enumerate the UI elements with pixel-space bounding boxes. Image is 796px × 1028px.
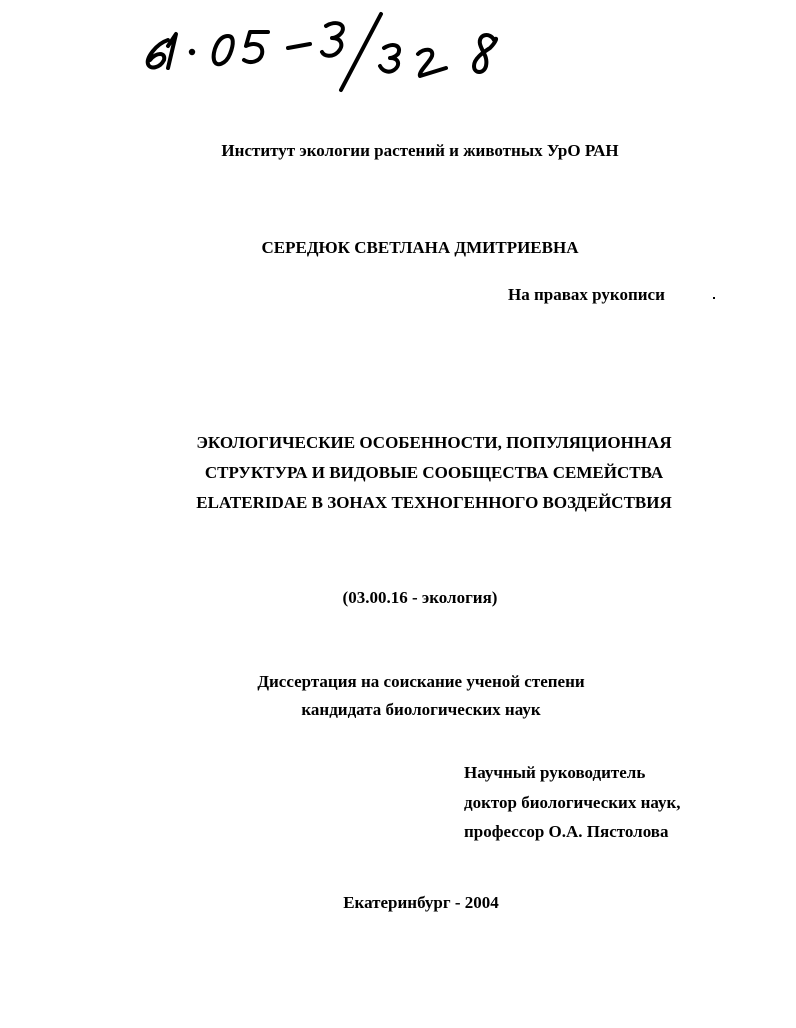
- scientific-advisor: [464, 758, 681, 847]
- advisor-line: Научный руководитель: [464, 763, 646, 782]
- degree-statement: [0, 668, 796, 724]
- city-year: Екатеринбург - 2004: [343, 893, 499, 912]
- title-line: ELATERIDAE В ЗОНАХ ТЕХНОГЕННОГО ВОЗДЕЙСТВИЯ: [196, 493, 672, 512]
- advisor-line: доктор биологических наук,: [464, 792, 681, 812]
- stray-mark: [713, 297, 715, 299]
- dissertation-title: [0, 428, 796, 518]
- handwritten-catalog-code: [138, 2, 508, 102]
- author-name: СЕРЕДЮК СВЕТЛАНА ДМИТРИЕВНА: [261, 238, 579, 257]
- degree-line: кандидата биологических наук: [301, 700, 541, 719]
- title-line: СТРУКТУРА И ВИДОВЫЕ СООБЩЕСТВА СЕМЕЙСТВА: [204, 463, 664, 482]
- advisor-line: профессор О.А. Пястолова: [464, 822, 669, 841]
- institute-name: Институт экологии растений и животных УрО РАН: [221, 141, 619, 160]
- specialty-code: (03.00.16 - экология): [342, 588, 498, 607]
- title-line: ЭКОЛОГИЧЕСКИЕ ОСОБЕННОСТИ, ПОПУЛЯЦИОННАЯ: [196, 433, 672, 452]
- handwritten-code-drawing: [138, 2, 508, 102]
- degree-line: Диссертация на соискание ученой степени: [257, 672, 585, 691]
- rights-notice: На правах рукописи: [508, 285, 665, 304]
